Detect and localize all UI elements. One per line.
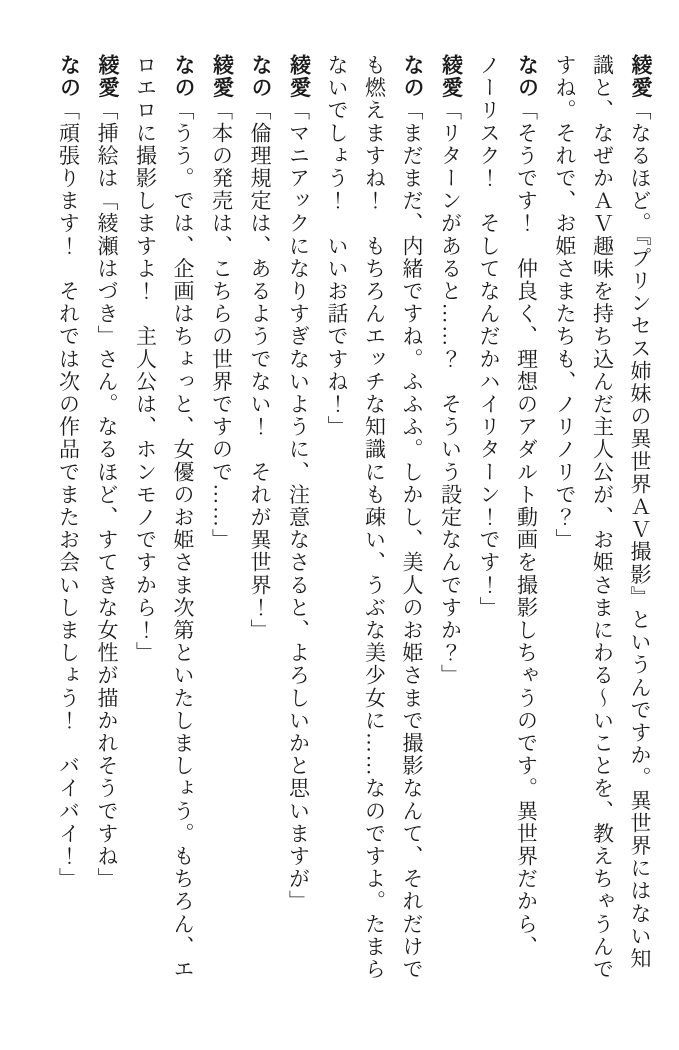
dialogue-text: 「倫理規定は、あるようでない！ それが異世界！」 [248, 99, 272, 642]
dialogue-turn [126, 54, 202, 986]
speaker-name: 綾愛 [96, 54, 119, 100]
speaker-name: 綾愛 [210, 54, 234, 100]
dialogue-turn [202, 54, 241, 986]
dialogue-turn [49, 54, 88, 986]
dialogue-text: 「うう。では、企画はちょっと、女優のお姫さま次第といたしましょう。もちろん、エロエロに撮影しますよ！ 主人公は、ホンモノですから！」 [133, 54, 195, 981]
speaker-name: なの [57, 54, 81, 100]
speaker-name: なの [249, 54, 272, 100]
dialogue-text: 「本の発売は、こちらの世界ですので……」 [209, 99, 234, 552]
dialogue-turn [470, 54, 546, 986]
dialogue-text: 「リターンがあると……？ そういう設定なんですか？」 [438, 99, 463, 687]
afterword-dialogue [52, 54, 659, 986]
dialogue-turn [241, 54, 280, 986]
dialogue-text: 「頑張ります！ それでは次の作品でまたお会いしましょう！ バイバイ！」 [56, 99, 81, 891]
dialogue-text: 「そうです！ 仲良く、理想のアダルト動画を撮影しちゃうのです。異世界だから、ノーリスク！ そしてなんだかハイリターン！です！」 [477, 54, 539, 959]
dialogue-text: 「マニアックになりすぎないように、注意なさると、よろしいかと思いますが」 [286, 99, 311, 913]
dialogue-turn [279, 54, 318, 986]
dialogue-text: 「挿絵は「綾瀬はづき」さん。なるほど、すてきな女性が描かれそうですね」 [95, 99, 119, 891]
dialogue-turn [318, 54, 432, 986]
dialogue-turn [546, 54, 660, 986]
dialogue-turn [431, 54, 470, 986]
dialogue-turn [88, 54, 127, 986]
speaker-name: 綾愛 [287, 54, 311, 100]
dialogue-text: 「まだまだ、内緒ですね。ふふふ。しかし、美人のお姫さまで撮影なんて、それだけでも燃えますね！ もちろんエッチな知識にも疎い、うぶな美少女に……なのですよ。たまらないでしょう！ いいお話ですね！」 [325, 54, 424, 981]
speaker-name: なの [401, 54, 424, 100]
speaker-name: 綾愛 [629, 54, 652, 100]
speaker-name: なの [172, 54, 195, 100]
speaker-name: なの [515, 54, 539, 100]
speaker-name: 綾愛 [439, 54, 463, 100]
dialogue-text: 「なるほど。『プリンセス姉妹の異世界ＡＶ撮影』というんですか。異世界にはない知識と、なぜかＡＶ趣味を持ち込んだ主人公が、お姫さまにわる〜いことを、教えちゃうんですね。それで、お姫さまたちも、ノリノリで？」 [553, 54, 652, 981]
